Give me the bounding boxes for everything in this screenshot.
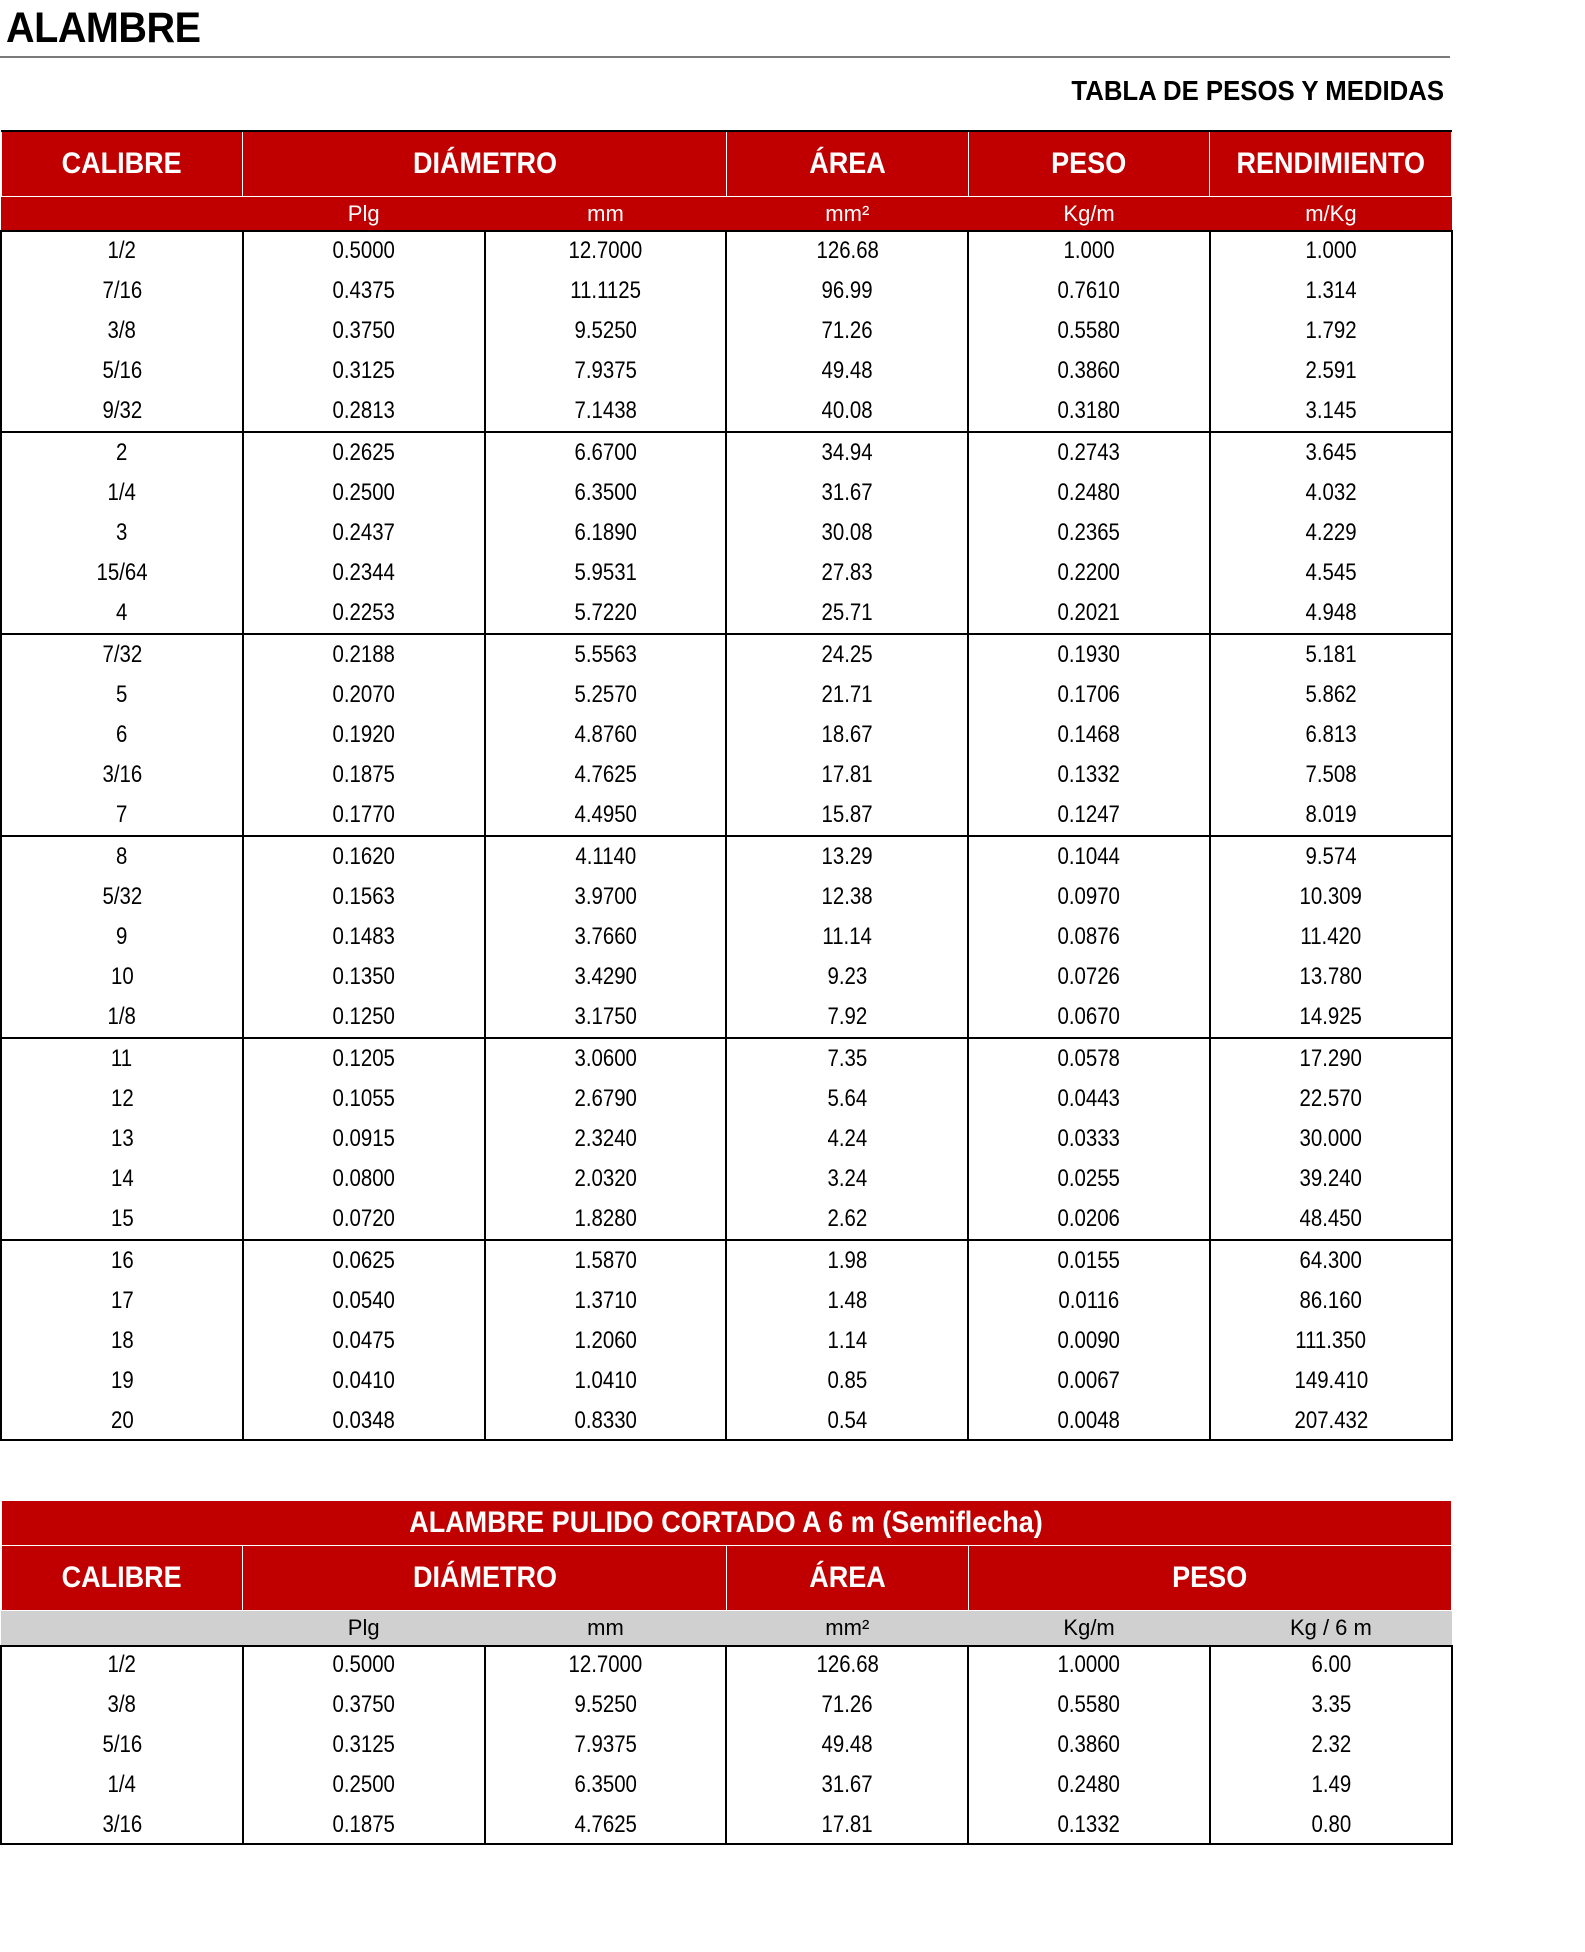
table-cell: 11.420 [1210, 917, 1452, 957]
table-row [1, 311, 1452, 351]
table-cell: 0.3860 [968, 351, 1210, 391]
table-cell: 5.64 [726, 1079, 968, 1119]
table-cell: 71.26 [726, 1685, 968, 1725]
table-cell: 3.35 [1210, 1685, 1452, 1725]
unit-cell: m/Kg [1210, 197, 1452, 232]
table-cell: 0.0443 [968, 1079, 1210, 1119]
table-cell: 2.6790 [485, 1079, 727, 1119]
table-cell: 0.80 [1210, 1805, 1452, 1845]
table-cell: 0.5000 [243, 1645, 485, 1685]
header-row [1, 131, 1452, 197]
unit-cell: Kg / 6 m [1210, 1611, 1452, 1646]
table-cell: 0.0067 [968, 1361, 1210, 1401]
table-cell: 0.2344 [243, 553, 485, 593]
table-cell: 19 [1, 1361, 243, 1401]
table-cell: 0.0206 [968, 1199, 1210, 1240]
table-cell: 0.2813 [243, 391, 485, 432]
title-divider [0, 56, 1450, 58]
table-cell: 3/16 [1, 1805, 243, 1845]
table-cell: 1/2 [1, 231, 243, 271]
table-row [1, 1401, 1452, 1441]
table-cell: 7 [1, 795, 243, 836]
table-cell: 11.1125 [485, 271, 727, 311]
table-cell: 4.229 [1210, 513, 1452, 553]
table-cell: 5.5563 [485, 634, 727, 675]
table-cell: 6.3500 [485, 1765, 727, 1805]
table-cell: 111.350 [1210, 1321, 1452, 1361]
table-cell: 0.5580 [968, 311, 1210, 351]
table-cell: 7.9375 [485, 1725, 727, 1765]
table-cell: 1/2 [1, 1645, 243, 1685]
table-cell: 7.92 [726, 997, 968, 1038]
table-cell: 15 [1, 1199, 243, 1240]
table-cell: 0.3125 [243, 351, 485, 391]
table-cell: 0.2480 [968, 473, 1210, 513]
table-cell: 18.67 [726, 715, 968, 755]
table-cell: 9.5250 [485, 311, 727, 351]
table-cell: 0.0720 [243, 1199, 485, 1240]
table-row [1, 513, 1452, 553]
table-cell: 0.0726 [968, 957, 1210, 997]
table-cell: 1.314 [1210, 271, 1452, 311]
table-cell: 31.67 [726, 473, 968, 513]
table-row [1, 1038, 1452, 1079]
table-cell: 3.7660 [485, 917, 727, 957]
banner-row [1, 1501, 1452, 1546]
table-cell: 0.0970 [968, 877, 1210, 917]
table-subtitle: TABLA DE PESOS Y MEDIDAS [1071, 75, 1444, 106]
table-cell: 0.54 [726, 1401, 968, 1441]
table-cell: 0.0048 [968, 1401, 1210, 1441]
table-row [1, 1119, 1452, 1159]
table-cell: 96.99 [726, 271, 968, 311]
table-cell: 0.2200 [968, 553, 1210, 593]
table-cell: 1.000 [1210, 231, 1452, 271]
table-cell: 1.98 [726, 1240, 968, 1281]
table-row [1, 1645, 1452, 1685]
table-row [1, 1685, 1452, 1725]
header-area: ÁREA [726, 1546, 968, 1611]
table-row [1, 755, 1452, 795]
table-cell: 1.5870 [485, 1240, 727, 1281]
table-cell: 4.032 [1210, 473, 1452, 513]
table-row [1, 715, 1452, 755]
table-cell: 13 [1, 1119, 243, 1159]
table-cell: 8 [1, 836, 243, 877]
table-cell: 3.4290 [485, 957, 727, 997]
polished-wire-table [0, 1500, 1453, 1845]
table-cell: 0.0410 [243, 1361, 485, 1401]
table-row [1, 795, 1452, 836]
table-cell: 0.5580 [968, 1685, 1210, 1725]
unit-cell: Plg [243, 1611, 485, 1646]
unit-cell: mm² [726, 1611, 968, 1646]
table-cell: 7.9375 [485, 351, 727, 391]
table-cell: 0.1332 [968, 1805, 1210, 1845]
table-cell: 24.25 [726, 634, 968, 675]
table-cell: 3/16 [1, 755, 243, 795]
table-cell: 3.145 [1210, 391, 1452, 432]
table-cell: 5.2570 [485, 675, 727, 715]
table-row [1, 675, 1452, 715]
table-cell: 17.81 [726, 1805, 968, 1845]
units-row [1, 197, 1452, 232]
header-row [1, 1546, 1452, 1611]
table-cell: 0.0333 [968, 1119, 1210, 1159]
table-cell: 7/32 [1, 634, 243, 675]
table-row [1, 997, 1452, 1038]
table-row [1, 391, 1452, 432]
unit-cell: Kg/m [968, 1611, 1210, 1646]
table-cell: 0.85 [726, 1361, 968, 1401]
weights-measures-table [0, 130, 1453, 1441]
table-cell: 10.309 [1210, 877, 1452, 917]
table-cell: 86.160 [1210, 1281, 1452, 1321]
table-cell: 13.780 [1210, 957, 1452, 997]
table-cell: 2.3240 [485, 1119, 727, 1159]
table-body [1, 1645, 1452, 1845]
table-cell: 49.48 [726, 1725, 968, 1765]
table-cell: 11.14 [726, 917, 968, 957]
table-cell: 6.00 [1210, 1645, 1452, 1685]
table-row [1, 634, 1452, 675]
unit-cell [1, 197, 243, 232]
header-diametro: DIÁMETRO [243, 1546, 727, 1611]
table-cell: 0.2500 [243, 473, 485, 513]
table-cell: 4.948 [1210, 593, 1452, 634]
table-cell: 9.5250 [485, 1685, 727, 1725]
table-cell: 0.1468 [968, 715, 1210, 755]
table-cell: 2.591 [1210, 351, 1452, 391]
table-row [1, 432, 1452, 473]
table-cell: 0.1770 [243, 795, 485, 836]
table-cell: 31.67 [726, 1765, 968, 1805]
table-cell: 25.71 [726, 593, 968, 634]
page-title: ALAMBRE [6, 4, 201, 52]
table-cell: 0.0348 [243, 1401, 485, 1441]
table-cell: 3.9700 [485, 877, 727, 917]
table-cell: 17.290 [1210, 1038, 1452, 1079]
table-cell: 1.2060 [485, 1321, 727, 1361]
table-cell: 0.1055 [243, 1079, 485, 1119]
table-cell: 9.23 [726, 957, 968, 997]
table-cell: 30.000 [1210, 1119, 1452, 1159]
table-cell: 0.0915 [243, 1119, 485, 1159]
header-calibre: CALIBRE [1, 1546, 243, 1611]
table-cell: 2.32 [1210, 1725, 1452, 1765]
table-row [1, 1321, 1452, 1361]
table-row [1, 231, 1452, 271]
table-cell: 0.3750 [243, 1685, 485, 1725]
table-cell: 34.94 [726, 432, 968, 473]
table-cell: 5.7220 [485, 593, 727, 634]
table-cell: 0.3860 [968, 1725, 1210, 1765]
header-peso: PESO [968, 131, 1210, 197]
table-cell: 0.2253 [243, 593, 485, 634]
table-cell: 3.0600 [485, 1038, 727, 1079]
table-cell: 6.813 [1210, 715, 1452, 755]
table-cell: 1.0410 [485, 1361, 727, 1401]
table-cell: 4.7625 [485, 1805, 727, 1845]
table-cell: 3/8 [1, 1685, 243, 1725]
table-cell: 3.24 [726, 1159, 968, 1199]
table-cell: 27.83 [726, 553, 968, 593]
table-cell: 64.300 [1210, 1240, 1452, 1281]
table-cell: 0.0578 [968, 1038, 1210, 1079]
table-cell: 48.450 [1210, 1199, 1452, 1240]
table-cell: 0.0255 [968, 1159, 1210, 1199]
table-cell: 4.24 [726, 1119, 968, 1159]
table-cell: 4.4950 [485, 795, 727, 836]
table-row [1, 553, 1452, 593]
table-cell: 0.2365 [968, 513, 1210, 553]
table-cell: 0.2437 [243, 513, 485, 553]
table-cell: 0.0670 [968, 997, 1210, 1038]
table-row [1, 1159, 1452, 1199]
table-cell: 0.5000 [243, 231, 485, 271]
table-cell: 5 [1, 675, 243, 715]
table-cell: 5.181 [1210, 634, 1452, 675]
table-cell: 1.14 [726, 1321, 968, 1361]
table-cell: 12.7000 [485, 231, 727, 271]
table-cell: 149.410 [1210, 1361, 1452, 1401]
table-cell: 0.1875 [243, 1805, 485, 1845]
table-cell: 0.0155 [968, 1240, 1210, 1281]
table-cell: 4.1140 [485, 836, 727, 877]
table-row [1, 877, 1452, 917]
table-cell: 1.8280 [485, 1199, 727, 1240]
header-diametro: DIÁMETRO [243, 131, 727, 197]
table-cell: 3.1750 [485, 997, 727, 1038]
table-cell: 5/32 [1, 877, 243, 917]
table-cell: 15.87 [726, 795, 968, 836]
header-peso: PESO [968, 1546, 1452, 1611]
table-cell: 49.48 [726, 351, 968, 391]
table-cell: 2.0320 [485, 1159, 727, 1199]
table-cell: 20 [1, 1401, 243, 1441]
table-cell: 14.925 [1210, 997, 1452, 1038]
table-cell: 1.48 [726, 1281, 968, 1321]
table-cell: 5.9531 [485, 553, 727, 593]
table-row [1, 836, 1452, 877]
table-row [1, 917, 1452, 957]
table-cell: 5/16 [1, 351, 243, 391]
table-cell: 0.1706 [968, 675, 1210, 715]
table-cell: 0.0090 [968, 1321, 1210, 1361]
table-banner: ALAMBRE PULIDO CORTADO A 6 m (Semiflecha) [1, 1501, 1452, 1546]
table-cell: 0.2480 [968, 1765, 1210, 1805]
table-cell: 9 [1, 917, 243, 957]
table-cell: 6.6700 [485, 432, 727, 473]
table-cell: 0.0475 [243, 1321, 485, 1361]
table-cell: 0.1620 [243, 836, 485, 877]
table-cell: 0.4375 [243, 271, 485, 311]
table-cell: 4.7625 [485, 755, 727, 795]
table-cell: 1.49 [1210, 1765, 1452, 1805]
table-cell: 16 [1, 1240, 243, 1281]
table-cell: 0.1930 [968, 634, 1210, 675]
table-row [1, 1281, 1452, 1321]
table-cell: 0.0625 [243, 1240, 485, 1281]
table-cell: 6 [1, 715, 243, 755]
table-cell: 9.574 [1210, 836, 1452, 877]
table-cell: 1/4 [1, 473, 243, 513]
header-area: ÁREA [726, 131, 968, 197]
table-cell: 0.1920 [243, 715, 485, 755]
table-cell: 1.792 [1210, 311, 1452, 351]
table-cell: 0.1483 [243, 917, 485, 957]
table-cell: 0.2070 [243, 675, 485, 715]
table-cell: 126.68 [726, 231, 968, 271]
table-cell: 7.508 [1210, 755, 1452, 795]
table-cell: 12 [1, 1079, 243, 1119]
table-cell: 3/8 [1, 311, 243, 351]
table-cell: 17 [1, 1281, 243, 1321]
table-cell: 6.1890 [485, 513, 727, 553]
table-cell: 0.1350 [243, 957, 485, 997]
table-cell: 12.7000 [485, 1645, 727, 1685]
table-cell: 0.1875 [243, 755, 485, 795]
table-cell: 13.29 [726, 836, 968, 877]
table-cell: 21.71 [726, 675, 968, 715]
table-row [1, 1725, 1452, 1765]
table-cell: 207.432 [1210, 1401, 1452, 1441]
table-cell: 7/16 [1, 271, 243, 311]
units-row [1, 1611, 1452, 1646]
table-cell: 9/32 [1, 391, 243, 432]
table-row [1, 1199, 1452, 1240]
table-cell: 71.26 [726, 311, 968, 351]
table-row [1, 271, 1452, 311]
table-cell: 17.81 [726, 755, 968, 795]
table-cell: 0.3750 [243, 311, 485, 351]
table-cell: 0.0540 [243, 1281, 485, 1321]
table-cell: 0.1205 [243, 1038, 485, 1079]
table-cell: 0.3180 [968, 391, 1210, 432]
table-row [1, 593, 1452, 634]
table-body [1, 231, 1452, 1441]
table-cell: 126.68 [726, 1645, 968, 1685]
table-cell: 4 [1, 593, 243, 634]
table-row [1, 473, 1452, 513]
table-cell: 0.8330 [485, 1401, 727, 1441]
header-rendimiento: RENDIMIENTO [1210, 131, 1452, 197]
table-cell: 0.3125 [243, 1725, 485, 1765]
table-cell: 11 [1, 1038, 243, 1079]
table-cell: 0.1250 [243, 997, 485, 1038]
table-cell: 8.019 [1210, 795, 1452, 836]
table-cell: 0.1332 [968, 755, 1210, 795]
table-cell: 6.3500 [485, 473, 727, 513]
unit-cell: mm² [726, 197, 968, 232]
table-cell: 0.0876 [968, 917, 1210, 957]
table-cell: 30.08 [726, 513, 968, 553]
table-cell: 0.1044 [968, 836, 1210, 877]
table-cell: 40.08 [726, 391, 968, 432]
table-cell: 3.645 [1210, 432, 1452, 473]
table-cell: 1.3710 [485, 1281, 727, 1321]
table-cell: 7.1438 [485, 391, 727, 432]
table-cell: 2 [1, 432, 243, 473]
table-cell: 0.0116 [968, 1281, 1210, 1321]
table-cell: 3 [1, 513, 243, 553]
table-cell: 5.862 [1210, 675, 1452, 715]
table-cell: 4.8760 [485, 715, 727, 755]
table-cell: 1/4 [1, 1765, 243, 1805]
table-cell: 18 [1, 1321, 243, 1361]
table-row [1, 957, 1452, 997]
table-row [1, 1765, 1452, 1805]
unit-cell [1, 1611, 243, 1646]
unit-cell: mm [485, 1611, 727, 1646]
table-cell: 39.240 [1210, 1159, 1452, 1199]
table-row [1, 1361, 1452, 1401]
table-cell: 0.2021 [968, 593, 1210, 634]
table-cell: 1/8 [1, 997, 243, 1038]
table-cell: 1.000 [968, 231, 1210, 271]
table-cell: 0.2500 [243, 1765, 485, 1805]
header-calibre: CALIBRE [1, 131, 243, 197]
table-cell: 0.0800 [243, 1159, 485, 1199]
unit-cell: mm [485, 197, 727, 232]
table-cell: 5/16 [1, 1725, 243, 1765]
table-cell: 7.35 [726, 1038, 968, 1079]
table-cell: 1.0000 [968, 1645, 1210, 1685]
table-cell: 15/64 [1, 553, 243, 593]
table-cell: 0.1563 [243, 877, 485, 917]
table-cell: 0.2743 [968, 432, 1210, 473]
table-cell: 4.545 [1210, 553, 1452, 593]
table-cell: 2.62 [726, 1199, 968, 1240]
table-cell: 10 [1, 957, 243, 997]
table-cell: 22.570 [1210, 1079, 1452, 1119]
unit-cell: Plg [243, 197, 485, 232]
table-row [1, 1805, 1452, 1845]
table-cell: 0.2625 [243, 432, 485, 473]
table-row [1, 1240, 1452, 1281]
table-cell: 0.7610 [968, 271, 1210, 311]
table-row [1, 351, 1452, 391]
table-cell: 0.2188 [243, 634, 485, 675]
unit-cell: Kg/m [968, 197, 1210, 232]
table-cell: 14 [1, 1159, 243, 1199]
table-row [1, 1079, 1452, 1119]
table-cell: 12.38 [726, 877, 968, 917]
table-cell: 0.1247 [968, 795, 1210, 836]
